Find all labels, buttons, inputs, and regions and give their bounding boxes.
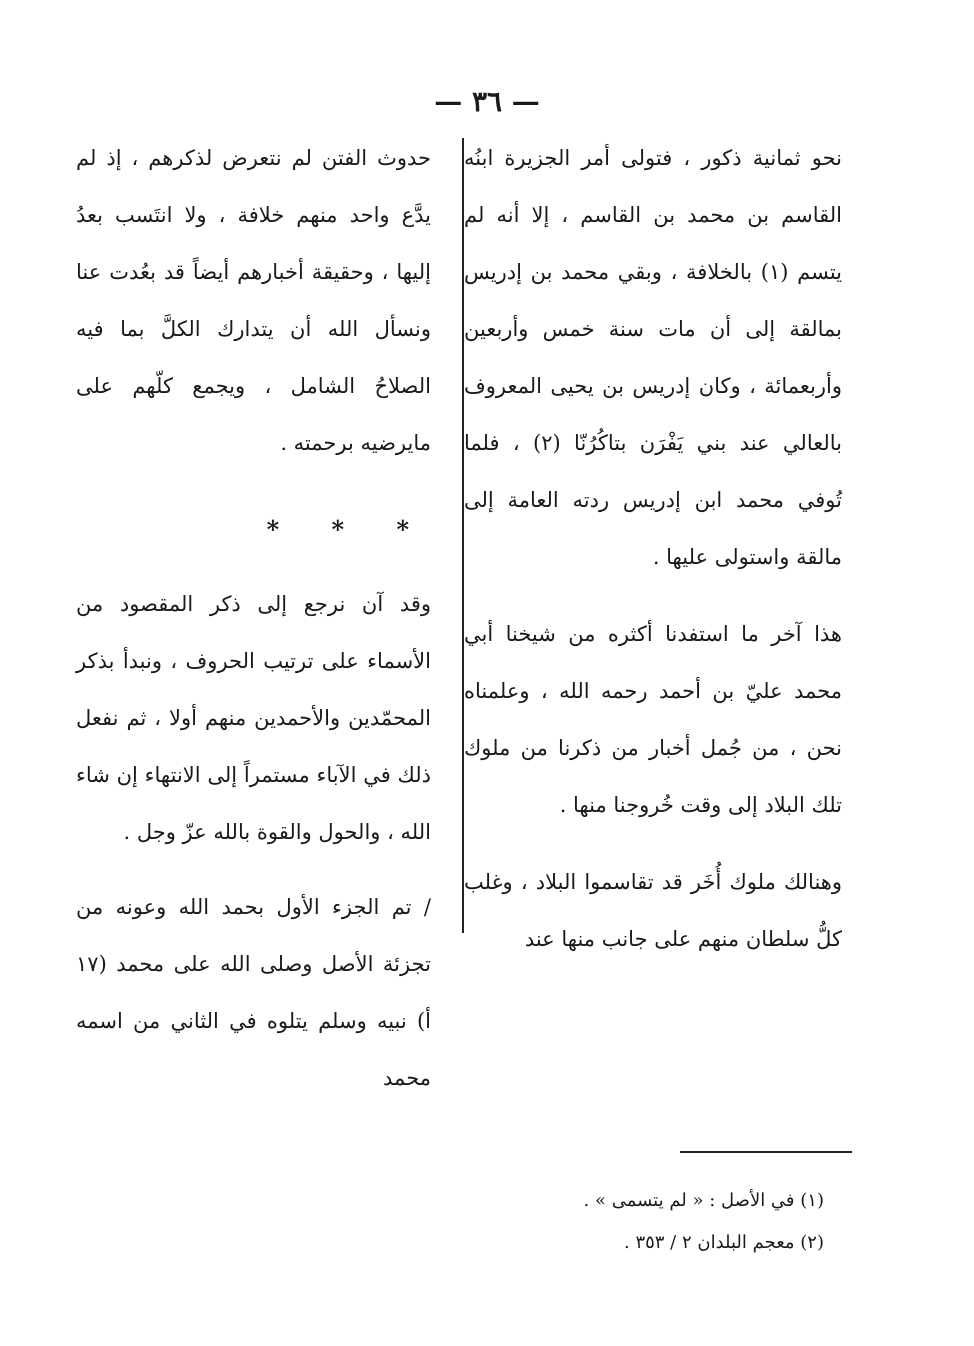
paragraph: حدوث الفتن لم نتعرض لذكرهم ، إذ لم يدَّع واحد منهم خلافة ، ولا انتَسب بعدُ إليها ، وحقيقة أخبارهم أيضاً قد بعُدت عنا ونسأل الله أن يتدارك الكلَّ بما فيه الصلاحُ الشامل ، ويجمع كلّهم على مايرضيه برحمته . <box>76 146 431 455</box>
column-divider <box>462 138 464 933</box>
paragraph: وهنالك ملوك أُخَر قد تقاسموا البلاد ، وغلب كلُّ سلطان منهم على جانب منها عند <box>464 870 842 951</box>
paragraph: وقد آن نرجع إلى ذكر المقصود من الأسماء على ترتيب الحروف ، ونبدأ بذكر المحمّدين والأحمدين منهم أولا ، ثم نفعل ذلك في الآباء مستمراً إلى الانتهاء إن شاء الله ، والحول والقوة بالله عزّ وجل . <box>76 592 431 844</box>
footnote: (١) في الأصل : « لم يتسمى » . <box>583 1190 824 1211</box>
footnote: (٢) معجم البلدان ٢ / ٣٥٣ . <box>623 1232 824 1253</box>
footnote-separator-rule <box>680 1151 852 1153</box>
page-number: — ٣٦ — <box>434 85 540 118</box>
colophon-paragraph: / تم الجزء الأول بحمد الله وعونه من تجزئة الأصل وصلى الله على محمد (١٧ أ) نبيه وسلم يتلوه في الثاني من اسمه محمد <box>76 895 431 1090</box>
section-separator-asterisks: * * * <box>266 515 431 544</box>
left-text-column <box>76 130 431 1107</box>
paragraph: نحو ثمانية ذكور ، فتولى أمر الجزيرة ابنُه القاسم بن محمد بن القاسم ، إلا أنه لم يتسم (١) بالخلافة ، وبقي محمد بن إدريس بمالقة إلى أن مات سنة خمس وأربعين وأربعمائة ، وكان إدريس بن يحيى المعروف بالعالي عند بني يَفْرَن بتاكُرُنّا (٢) ، فلما تُوفي محمد ابن إدريس ردته العامة إلى مالقة واستولى عليها . <box>464 146 843 569</box>
paragraph: هذا آخر ما استفدنا أكثره من شيخنا أبي محمد عليّ بن أحمد رحمه الله ، وعلمناه نحن ، من جُمل أخبار من ذكرنا من ملوك تلك البلاد إلى وقت خُروجنا منها . <box>464 622 842 817</box>
footnotes <box>404 1180 824 1264</box>
right-text-column <box>464 130 842 968</box>
